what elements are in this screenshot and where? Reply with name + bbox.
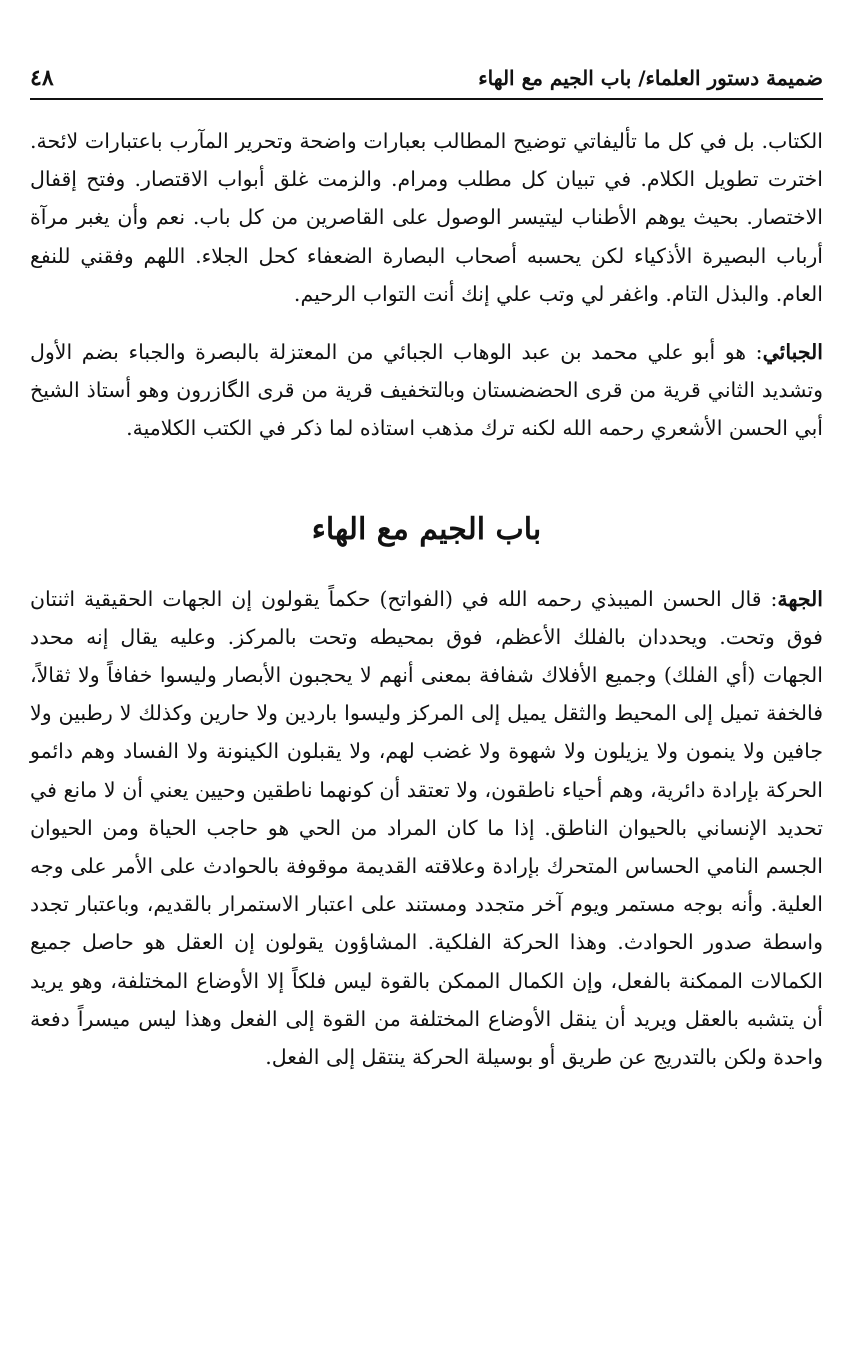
page-number: ٤٨ [30,65,54,91]
entry-body: : قال الحسن الميبذي رحمه الله في (الفواتح) حكماً يقولون إن الجهات الحقيقية اثنتان فوق وتحت. ويحددان بالفلك الأعظم، فوق بمحيطه وتحت بالمركز. وعليه يقال إنه محدد الجهات (أي الفلك) وجميع الأفلاك شفافة بمعنى أنهم لا يحجبون الأبصار وليسوا خفافاً ولا ثقالاً، فالخفة تميل إلى المحيط والثقل يميل إلى المركز وليسوا باردين ولا حارين وكذلك لا رطبين ولا جافين ولا ينمون ولا يزيلون ولا شهوة ولا غضب لهم، ولا يقبلون الكينونة ولا الفساد وهم دائمو الحركة بإرادة دائرية، وهم أحياء ناطقون، ولا تعتقد أن كونهما ناطقين وحيين يعني أن لا مانع في تحديد الإنساني بالحيوان الناطق. إذا ما كان المراد من الحي هو حاجب الحياة ومن الحيوان الجسم النامي الحساس المتحرك بإرادة وعلاقته القديمة موقوفة بالحوادث على الأمر على وجه العلية. وأنه بوجه مستمر ويوم آخر متجدد ومستند على اعتبار الاستمرار بالقديم، وباعتبار تجدد واسطة صدور الحوادث. وهذا الحركة الفلكية. المشاؤون يقولون إن العقل هو حاصل جميع الكمالات الممكنة بالفعل، وإن الكمال الممكن بالقوة ليس فلكاً إلا الأوضاع المختلفة، وهو يريد أن يتشبه بالعقل ويريد أن ينقل الأوضاع المختلفة من القوة إلى الفعل وهذا ليس ميسراً دفعة واحدة ولكن بالتدريج عن طريق أو بوسيلة الحركة ينتقل إلى الفعل. [30,586,823,1070]
running-header [30,58,823,100]
paragraph-continuation: الكتاب. بل في كل ما تأليفاتي توضيح المطالب بعبارات واضحة وتحرير المآرب باعتبارات لائحة. اخترت تطويل الكلام. في تبيان كل مطلب ومرام. والزمت غلق أبواب الاقتصار. وفتح إقفال الاختصار. بحيث يوهم الأطناب ليتيسر الوصول على القاصرين من كل باب. نعم وأن يغبر مرآة أرباب البصيرة الأذكياء لكن يحسبه أصحاب البصارة الضعفاء كحل الجلاء. اللهم وفقني للنفع العام. والبذل التام. واغفر لي وتب علي إنك أنت التواب الرحيم. [30,129,823,306]
entry-term: الجبائي [762,340,823,365]
chapter-title: باب الجيم مع الهاء [311,511,542,547]
page-body [30,122,823,1096]
entry-jiha [30,580,823,1077]
entry-term: الجهة [777,586,823,611]
document-page [30,0,823,1371]
running-title: ضميمة دستور العلماء/ باب الجيم مع الهاء [478,66,823,90]
entry-body: : هو أبو علي محمد بن عبد الوهاب الجبائي من المعتزلة بالبصرة والجباء بضم الأول وتشديد الثاني قرية من قرى الحضضستان وبالتخفيف قرية من قرى الگازرون وهو أستاذ الشيخ أبي الحسن الأشعري رحمه الله لكنه ترك مذهب استاذه لما ذكر في الكتب الكلامية. [30,340,823,441]
entry-jubbai [30,333,823,448]
